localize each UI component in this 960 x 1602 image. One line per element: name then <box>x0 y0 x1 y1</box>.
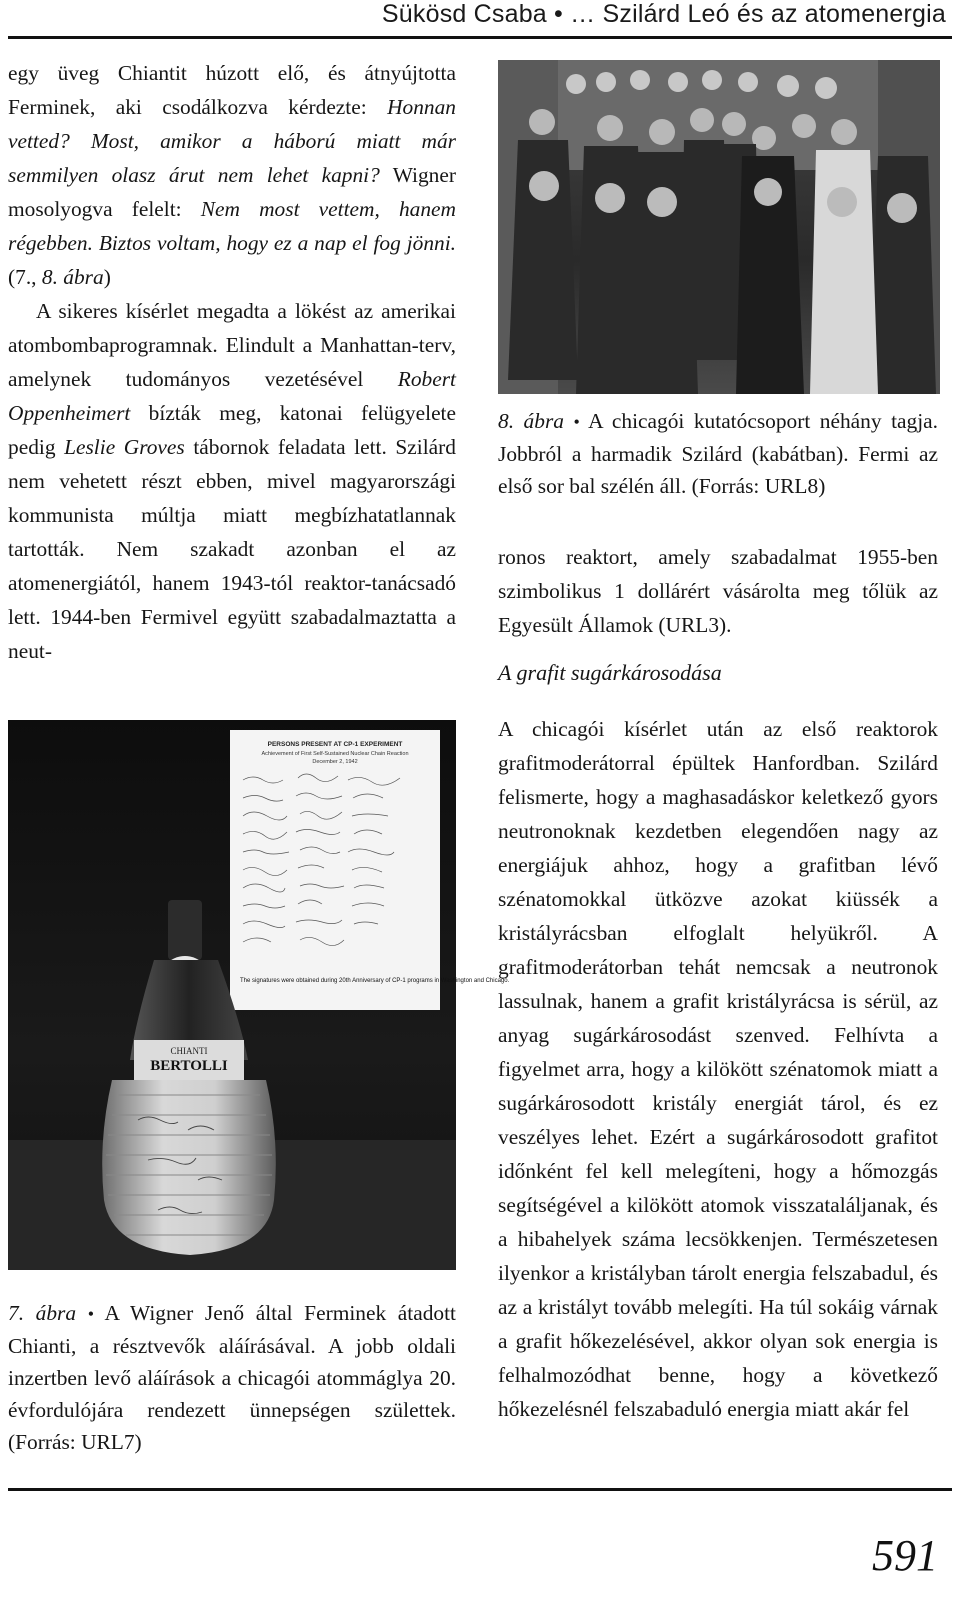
figure-8-photo <box>498 60 940 394</box>
bottle-brand-top: CHIANTI <box>170 1046 208 1056</box>
section-title: A grafit sugárkárosodása <box>498 660 722 685</box>
straw-wicker <box>102 1080 276 1255</box>
document-note: The signatures were obtained during 20th Anniversary of CP-1 programs in Washington and Chicago. <box>240 978 510 984</box>
text-run: ) <box>103 265 111 289</box>
left-column <box>8 56 456 668</box>
footer-rule <box>8 1488 952 1491</box>
paragraph-manhattan-project <box>8 294 456 668</box>
running-title: Sükösd Csaba • … Szilárd Leó és az atomenergia <box>381 0 946 28</box>
figure-7-label: 7. ábra <box>8 1301 77 1325</box>
text-run: Wigner mosolyogva felelt: <box>8 163 456 221</box>
caption-bullet: • <box>573 412 580 432</box>
text-run: (7., <box>8 265 42 289</box>
document-date: December 2, 1942 <box>312 759 358 765</box>
figure-8-label: 8. ábra <box>498 409 564 433</box>
text-run: egy üveg Chiantit húzott elő, és átnyújtotta Ferminek, aki csodálkozva kérdezte: <box>8 61 456 119</box>
text-run: Leslie Groves <box>64 435 185 459</box>
text-run: Honnan vetted? Most, amikor a háború miatt már semmilyen olasz árut nem lehet kapni? <box>8 95 456 187</box>
paragraph-graphite-damage: A chicagói kísérlet után az első reaktorok grafitmoderátorral épültek Hanfordban. Szilárd felismerte, hogy a maghasadáskor keletkező gyors neutronoknak kezdetben elegendően nagy az energiájuk ahhoz, hogy a grafitban lévő szénatomokkal ütközve azokat kiüssék a kristályrácsban elfoglalt helyükről. A grafitmoderátorban tehát nemcsak a neutronok lassulnak, hanem a grafit kristályrácsa is sérül, az anyag sugárkárosodást szenved. Felhívta a figyelmet arra, hogy a kilökött szénatomok miatt a sugárkárosodott kristály energiát tárol, és ez veszélyes lehet. Ezért a sugárkárosodott grafitot időnként fel kell melegíteni, hogy a hőmozgás segítségével a kilökött atomok visszataláljanak, és a hibahelyek száma lecsökkenjen. Természetesen ilyenkor a kristályban tárolt energia felszabadul, és az a kristályt tovább melegíti. Ha túl sokáig várnak a grafit hőkezelésével, akkor olyan sok energia is felhalmozódhat benne, hogy a következő hőkezelésnél felszabaduló energia miatt akár fel <box>498 717 938 1421</box>
paragraph-continuation: ronos reaktort, amely szabadalmat 1955-ben szimbolikus 1 dollárért vásárolta meg tőlük az Egyesült Államok (URL3). <box>498 545 938 637</box>
text-run: 8. ábra <box>41 265 104 289</box>
paragraph-chianti-story <box>8 56 456 294</box>
text-run: tábornok feladata lett. Szilárd nem vehetett részt ebben, mivel magyarországi kommunista múltja miatt megbízhatatlannak tartották. Nem szakadt azonban el az atomenergiától, hanem 1943-tól reaktor-tanácsadó lett. 1944-ben Fermivel együtt szabadalmaztatta a neut- <box>8 435 456 663</box>
page-number: 591 <box>872 1531 938 1580</box>
header-rule <box>8 36 952 39</box>
figure-7-caption <box>8 1297 456 1458</box>
text-run: bízták meg, katonai felügyelete pedig <box>8 401 456 459</box>
szilard-trench-coat <box>810 150 878 394</box>
document-subtitle: Achievement of First Self-Sustained Nuclear Chain Reaction <box>261 751 409 757</box>
text-run: Robert Oppenheimert <box>8 367 456 425</box>
running-header <box>382 0 946 29</box>
caption-bullet: • <box>87 1304 95 1324</box>
figure-7-caption-text: A Wigner Jenő által Ferminek átadott Chianti, a résztvevők aláírásával. A jobb oldali inzertben levő aláírások a chicagói atommáglya 20. évfordulójára rendezett ünnepségen születtek. (Forrás: URL7) <box>8 1301 456 1454</box>
figure-8-caption-text: A chicagói kutatócsoport néhány tagja. Jobbról a harmadik Szilárd (kabátban). Fermi az első sor bal szélén áll. (Forrás: URL8) <box>498 409 938 498</box>
text-run: A sikeres kísérlet megadta a lökést az amerikai atombombaprogramnak. Elindult a Manhattan-terv, amelynek tudományos vezetésével <box>8 299 456 391</box>
bottle-brand-name: BERTOLLI <box>150 1058 228 1074</box>
document-title: PERSONS PRESENT AT CP-1 EXPERIMENT <box>267 741 403 748</box>
figure-8-caption <box>498 405 938 502</box>
text-run: Nem most vettem, hanem régebben. Biztos voltam, hogy ez a nap el fog jönni. <box>8 197 456 255</box>
chicago-group-photo-illustration <box>498 60 940 394</box>
figure-7-photo <box>8 720 510 1270</box>
chianti-bottle-photo-illustration <box>8 720 510 1270</box>
